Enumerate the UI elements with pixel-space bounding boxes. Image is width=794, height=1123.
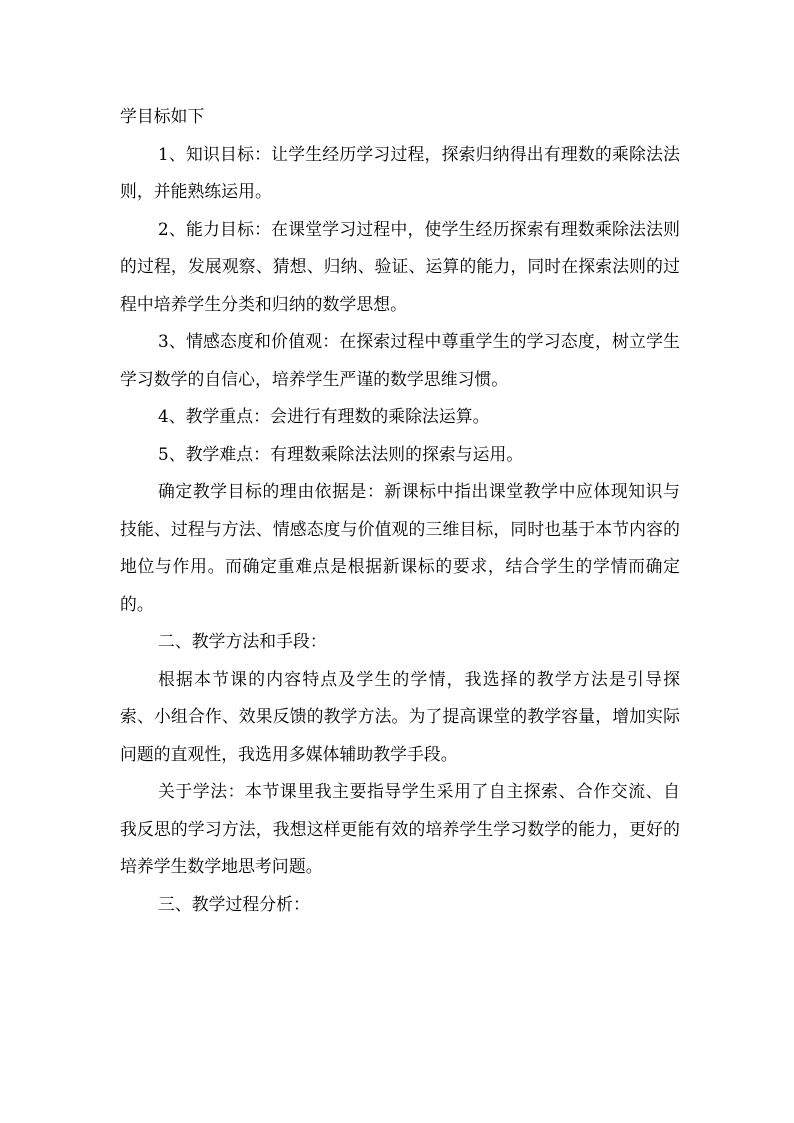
section-heading-process: 三、教学过程分析： — [158, 893, 310, 914]
paragraph-rationale: 确定教学目标的理由依据是：新课标中指出课堂教学中应体现知识与技能、过程与方法、情感态度与价值观的三维目标，同时也基于本节内容的地位与作用。而确定重难点是根据新课标的要求，结合学生的学情而确定的。 — [120, 481, 680, 614]
document-page — [120, 98, 680, 923]
paragraph-intro: 学目标如下 — [120, 106, 205, 126]
paragraph-key-point: 4、教学重点：会进行有理数的乘除法运算。 — [158, 406, 490, 426]
paragraph-difficulty: 5、教学难点：有理数乘除法法则的探索与运用。 — [158, 443, 524, 464]
paragraph-attitude-goal: 3、情感态度和价值观：在探索过程中尊重学生的学习态度，树立学生学习数学的自信心，培养学生严谨的数学思维习惯。 — [120, 331, 680, 389]
paragraph-ability-goal: 2、能力目标：在课堂学习过程中，使学生经历探索有理数乘除法法则的过程，发展观察、猜想、归纳、验证、运算的能力，同时在探索法则的过程中培养学生分类和归纳的数学思想。 — [120, 218, 680, 314]
paragraph-methods: 根据本节课的内容特点及学生的学情，我选择的教学方法是引导探索、小组合作、效果反馈的教学方法。为了提高课堂的教学容量，增加实际问题的直观性，我选用多媒体辅助教学手段。 — [120, 668, 680, 764]
section-heading-methods: 二、教学方法和手段： — [158, 631, 327, 651]
paragraph-knowledge-goal: 1、知识目标：让学生经历学习过程，探索归纳得出有理数的乘除法法则，并能熟练运用。 — [120, 143, 680, 201]
paragraph-learning-methods: 关于学法：本节课里我主要指导学生采用了自主探索、合作交流、自我反思的学习方法，我想这样更能有效的培养学生学习数学的能力，更好的培养学生数学地思考问题。 — [120, 781, 680, 876]
